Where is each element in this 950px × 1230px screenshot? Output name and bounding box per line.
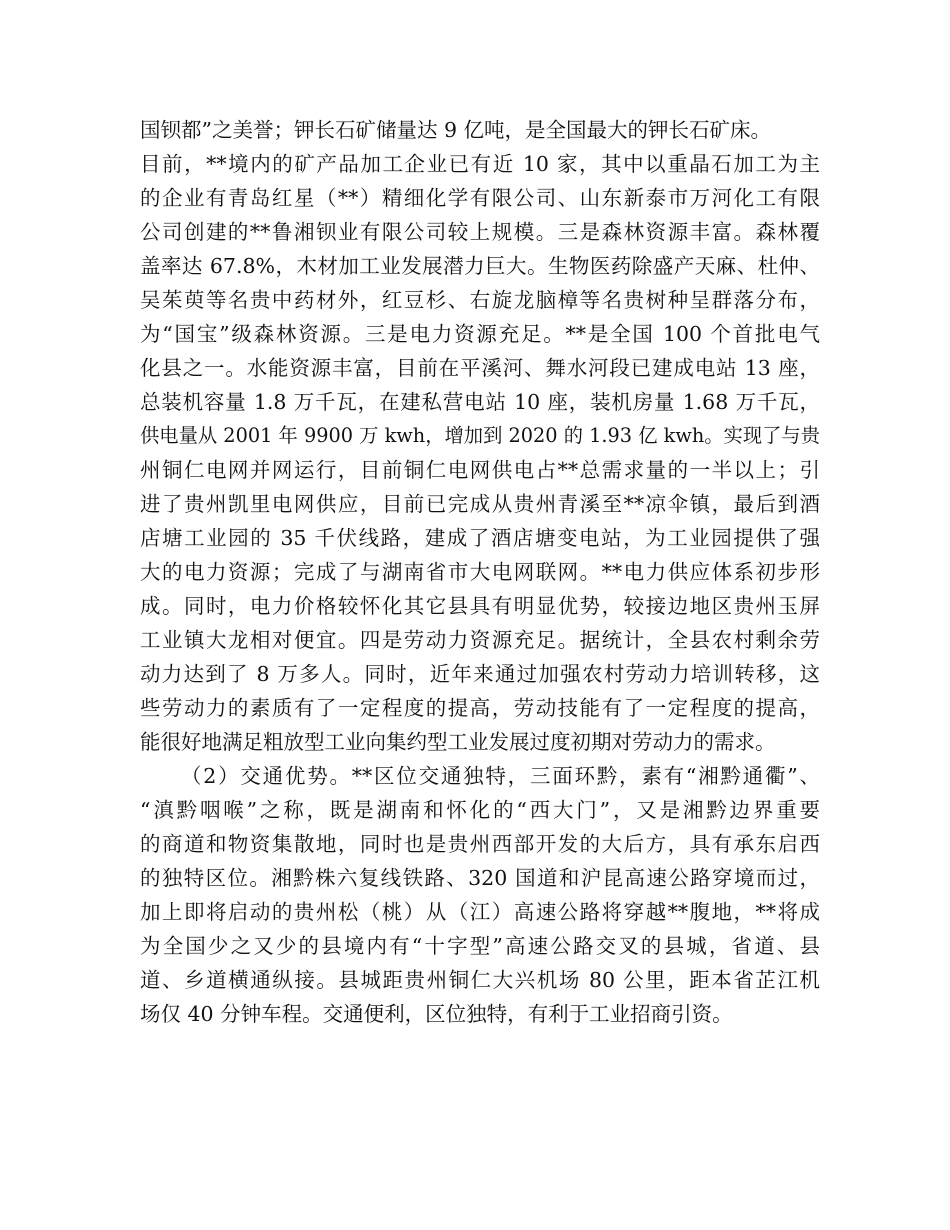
text-line: 州铜仁电网并网运行，目前铜仁电网供电占**总需求量的一半以上；引 xyxy=(140,458,820,482)
text-line: 吴茱萸等名贵中药材外，红豆杉、右旋龙脑樟等名贵树种呈群落分布， xyxy=(140,288,820,312)
text-line: 进了贵州凯里电网供应，目前已完成从贵州青溪至**凉伞镇，最后到酒 xyxy=(140,492,820,516)
text-line: 的企业有青岛红星（**）精细化学有限公司、山东新泰市万河化工有限 xyxy=(140,186,820,210)
text-line: 为“国宝”级森林资源。三是电力资源充足。**是全国 100 个首批电气 xyxy=(140,322,820,346)
text-line: 盖率达 67.8%，木材加工业发展潜力巨大。生物医药除盛产天麻、杜仲、 xyxy=(140,254,820,278)
document-body xyxy=(140,113,820,1031)
text-line: 公司创建的**鲁湘钡业有限公司较上规模。三是森林资源丰富。森林覆 xyxy=(140,220,820,244)
text-line: 店塘工业园的 35 千伏线路，建成了酒店塘变电站，为工业园提供了强 xyxy=(140,526,820,550)
text-line: 供电量从 2001 年 9900 万 kwh，增加到 2020 的 1.93 亿 kwh。实现了与贵 xyxy=(140,424,820,447)
text-line: 的商道和物资集散地，同时也是贵州西部开发的大后方，具有承东启西 xyxy=(140,832,820,856)
text-line: 场仅 40 分钟车程。交通便利，区位独特，有利于工业招商引资。 xyxy=(140,1002,733,1026)
text-line: 动力达到了 8 万多人。同时，近年来通过加强农村劳动力培训转移，这 xyxy=(140,662,820,686)
text-line: 的独特区位。湘黔株六复线铁路、320 国道和沪昆高速公路穿境而过， xyxy=(140,866,820,890)
text-line: 工业镇大龙相对便宜。四是劳动力资源充足。据统计，全县农村剩余劳 xyxy=(140,628,820,652)
text-line: 加上即将启动的贵州松（桃）从（江）高速公路将穿越**腹地，**将成 xyxy=(140,900,820,924)
text-line: 总装机容量 1.8 万千瓦，在建私营电站 10 座，装机房量 1.68 万千瓦， xyxy=(140,390,820,414)
text-line: 道、乡道横通纵接。县城距贵州铜仁大兴机场 80 公里，距本省芷江机 xyxy=(140,968,820,992)
text-line: （2）交通优势。**区位交通独特，三面环黔，素有“湘黔通衢”、 xyxy=(181,764,820,788)
text-line: 目前，**境内的矿产品加工企业已有近 10 家，其中以重晶石加工为主 xyxy=(140,152,820,176)
text-line: 化县之一。水能资源丰富，目前在平溪河、舞水河段已建成电站 13 座， xyxy=(140,356,820,380)
text-line: 能很好地满足粗放型工业向集约型工业发展过度初期对劳动力的需求。 xyxy=(140,730,776,754)
text-line: 大的电力资源；完成了与湖南省市大电网联网。**电力供应体系初步形 xyxy=(140,560,820,584)
text-line: 为全国少之又少的县境内有“十字型”高速公路交叉的县城，省道、县 xyxy=(140,934,820,958)
text-line: “滇黔咽喉”之称，既是湖南和怀化的“西大门”，又是湘黔边界重要 xyxy=(140,798,820,822)
text-line: 成。同时，电力价格较怀化其它县具有明显优势，较接边地区贵州玉屏 xyxy=(140,594,820,618)
text-line: 国钡都”之美誉；钾长石矿储量达 9 亿吨，是全国最大的钾长石矿床。 xyxy=(140,118,772,142)
text-line: 些劳动力的素质有了一定程度的提高，劳动技能有了一定程度的提高， xyxy=(140,696,820,720)
